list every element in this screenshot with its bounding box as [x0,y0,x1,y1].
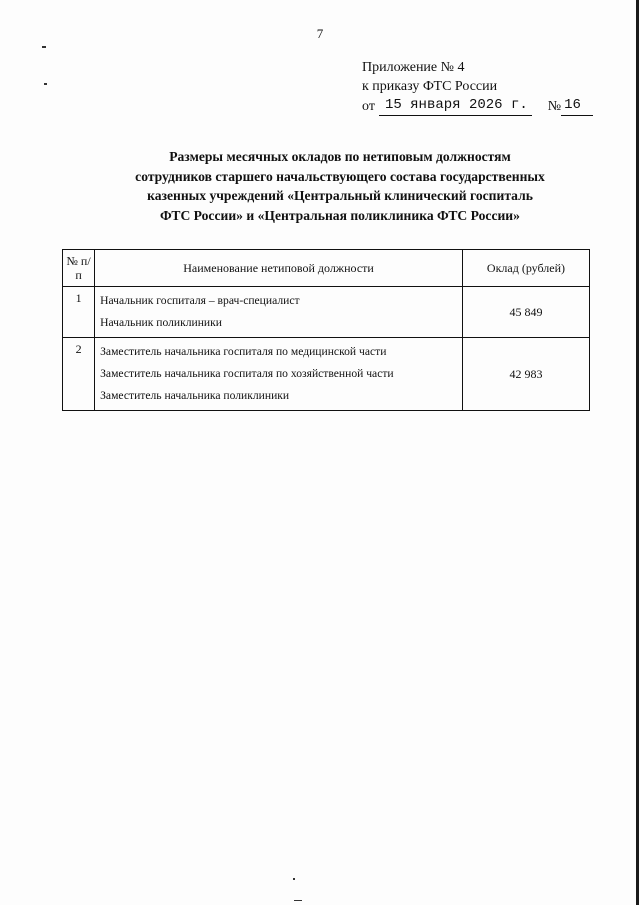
scan-mark [294,900,302,901]
number-label: № [547,99,562,114]
table-row [63,338,590,411]
row-positions [95,287,463,338]
row-salary: 42 983 [462,338,589,411]
appendix-order-ref: к приказу ФТС России [362,79,498,94]
position-title: Заместитель начальника госпиталя по хозяйственной части [100,367,394,380]
row-positions [95,338,463,411]
date-prefix: от [362,99,375,114]
title-line: ФТС России» и «Центральная поликлиника ФТС России» [160,207,520,223]
appendix-block [362,58,593,116]
row-number: 1 [63,287,95,338]
scan-mark [42,46,46,48]
title-line: Размеры месячных окладов по нетиповым должностям [169,149,511,164]
title-line: сотрудников старшего начальствующего состава государственных [135,168,545,184]
scan-mark [44,83,47,85]
position-title: Заместитель начальника поликлиники [100,389,290,402]
title-line: казенных учреждений «Центральный клинический госпиталь [147,188,533,203]
row-number: 2 [63,338,95,411]
header-salary: Оклад (рублей) [462,250,589,287]
document-title [70,147,610,225]
page-number: 7 [316,26,324,41]
scan-edge [636,0,639,905]
table-row [63,287,590,338]
header-number: № п/п [63,250,95,287]
row-salary: 45 849 [462,287,589,338]
order-date: 15 января 2026 г. [379,96,532,116]
salary-table [62,249,590,411]
position-title: Начальник госпиталя – врач-специалист [100,294,300,307]
position-title: Начальник поликлиники [100,316,222,329]
order-number: 16 [561,96,593,116]
header-position: Наименование нетиповой должности [95,250,463,287]
scan-mark [293,878,295,880]
appendix-date-line [362,96,593,116]
appendix-title: Приложение № 4 [362,60,465,75]
table-header-row [63,250,590,287]
position-title: Заместитель начальника госпиталя по медицинской части [100,345,387,358]
